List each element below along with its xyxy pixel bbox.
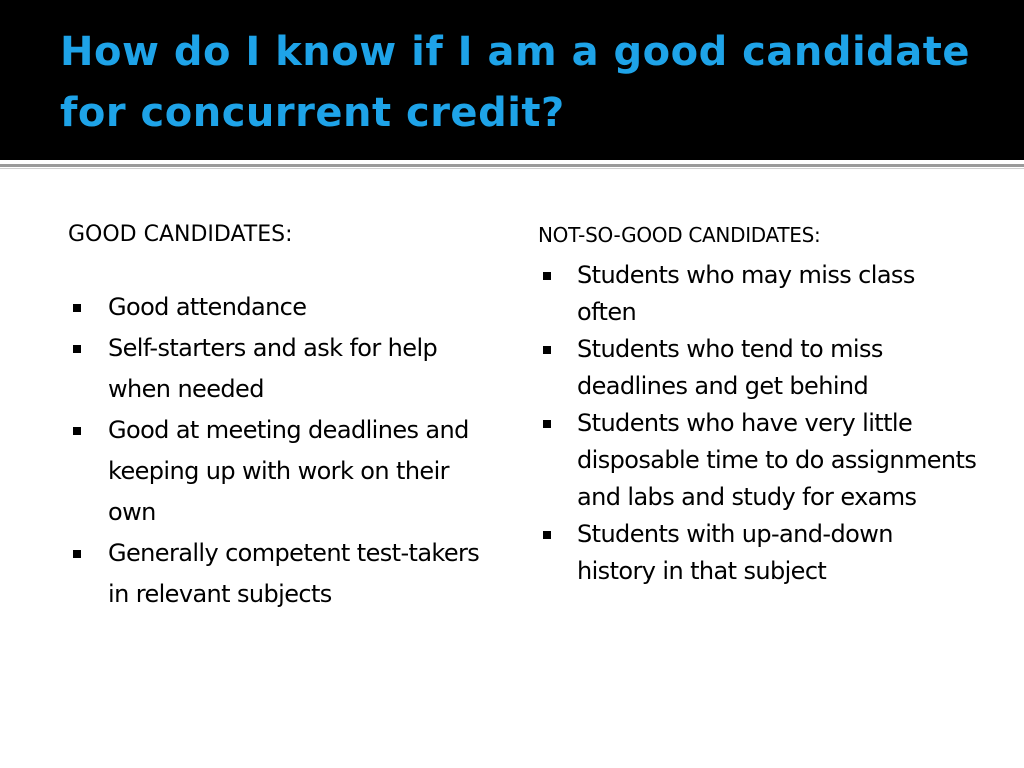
list-item-text: Students who tend to miss deadlines and get behind	[577, 335, 883, 400]
list-item	[538, 405, 978, 516]
not-so-good-candidates-column	[538, 217, 978, 590]
square-bullet-icon	[543, 531, 551, 539]
slide-title: How do I know if I am a good candidate for concurrent credit?	[60, 29, 971, 136]
square-bullet-icon	[543, 420, 551, 428]
square-bullet-icon	[543, 346, 551, 354]
good-candidates-heading: GOOD CANDIDATES:	[68, 222, 293, 247]
square-bullet-icon	[73, 550, 81, 558]
list-item-text: Self-starters and ask for help when needed	[108, 334, 438, 403]
list-item	[68, 287, 498, 328]
list-item	[538, 331, 978, 405]
list-item-text: Students who have very little disposable time to do assignments and labs and study for exams	[577, 409, 977, 511]
square-bullet-icon	[73, 345, 81, 353]
title-bar	[0, 0, 1024, 160]
square-bullet-icon	[73, 427, 81, 435]
divider-line-thin	[0, 168, 1024, 169]
good-candidates-column	[68, 217, 498, 615]
list-item	[68, 328, 498, 410]
list-item	[538, 257, 978, 331]
not-so-good-candidates-heading: NOT-SO-GOOD CANDIDATES:	[538, 223, 821, 247]
divider-line	[0, 164, 1024, 167]
good-candidates-list	[68, 287, 498, 615]
list-item-text: Good attendance	[108, 293, 307, 321]
square-bullet-icon	[73, 304, 81, 312]
not-so-good-candidates-list	[538, 257, 978, 590]
square-bullet-icon	[543, 272, 551, 280]
list-item	[68, 410, 498, 533]
list-item	[68, 533, 498, 615]
list-item-text: Good at meeting deadlines and keeping up with work on their own	[108, 416, 469, 526]
list-item-text: Generally competent test-takers in relevant subjects	[108, 539, 480, 608]
list-item	[538, 516, 978, 590]
list-item-text: Students with up-and-down history in that subject	[577, 520, 893, 585]
list-item-text: Students who may miss class often	[577, 261, 915, 326]
